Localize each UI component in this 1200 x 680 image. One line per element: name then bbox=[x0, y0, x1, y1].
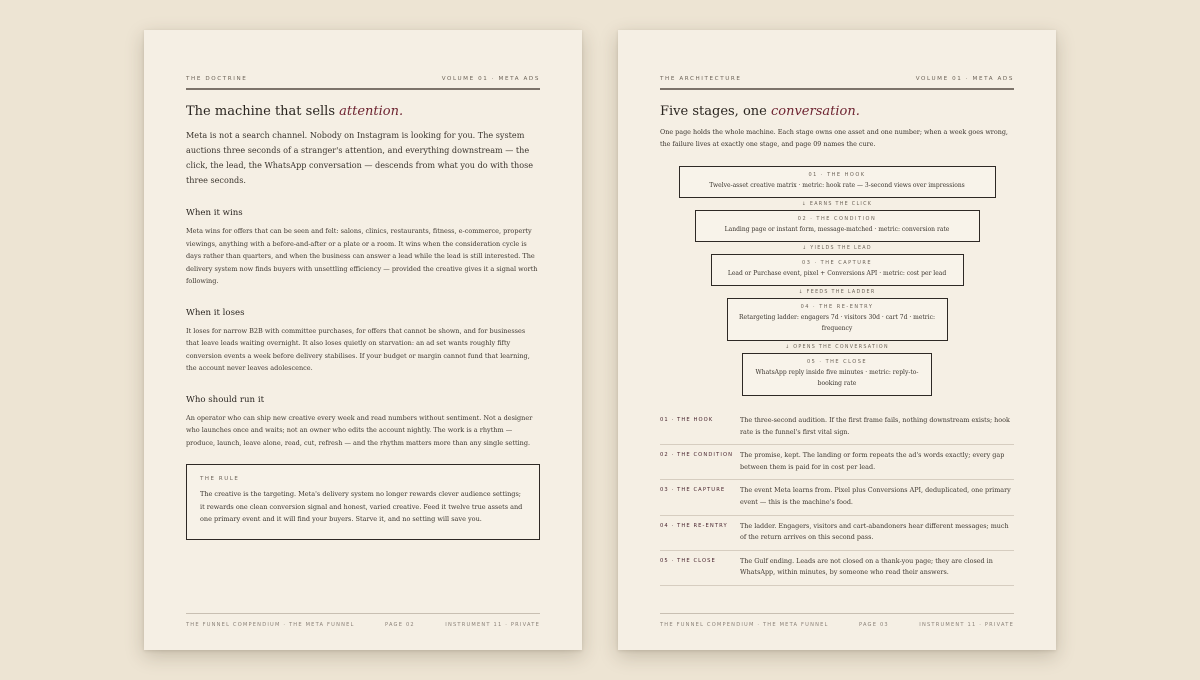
page-title: Five stages, one conversation. bbox=[660, 104, 860, 119]
stage-label: 01 · THE HOOK bbox=[808, 172, 866, 178]
page-number: PAGE 03 bbox=[859, 622, 889, 628]
section-heading: When it loses bbox=[186, 307, 245, 318]
funnel-connector: ↓ YIELDS THE LEAD bbox=[802, 246, 872, 251]
table-row bbox=[660, 445, 1014, 480]
stage-table bbox=[660, 410, 1014, 586]
stage-description: Retargeting ladder: engagers 7d · visitors 30d · cart 7d · metric: frequency bbox=[739, 314, 935, 332]
rule-label: THE RULE bbox=[200, 476, 240, 482]
page-footer bbox=[660, 613, 1014, 628]
row-text: The event Meta learns from. Pixel plus Conversions API, deduplicated, one primary event — this is the machine's food. bbox=[740, 486, 1011, 506]
footer-title: THE FUNNEL COMPENDIUM · THE META FUNNEL bbox=[186, 622, 355, 628]
row-label: 02 · THE CONDITION bbox=[660, 452, 734, 459]
stage-label: 05 · THE CLOSE bbox=[806, 359, 868, 365]
funnel-stage-hook bbox=[679, 166, 996, 198]
running-head bbox=[186, 76, 540, 90]
footer-instrument: INSTRUMENT 11 · PRIVATE bbox=[445, 622, 540, 628]
funnel-connector: ↓ OPENS THE CONVERSATION bbox=[785, 345, 889, 350]
row-text: The ladder. Engagers, visitors and cart-abandoners hear different messages; much of the return arrives on this second pass. bbox=[740, 521, 1009, 542]
stage-label: 02 · THE CONDITION bbox=[797, 216, 877, 222]
volume-label: VOLUME 01 · META ADS bbox=[915, 76, 1014, 82]
funnel-stage-capture bbox=[711, 254, 964, 286]
row-text: The three-second audition. If the first frame fails, nothing downstream exists; hook rate is the funnel's first vital sign. bbox=[740, 416, 1010, 436]
section-name: THE ARCHITECTURE bbox=[660, 76, 742, 82]
section-heading: Who should run it bbox=[186, 394, 265, 405]
rule-callout bbox=[186, 464, 540, 540]
footer-instrument: INSTRUMENT 11 · PRIVATE bbox=[919, 622, 1014, 628]
section-body: An operator who can ship new creative every week and read numbers without sentiment. Not a designer who launches once and waits; not an owner who edits the account nightly. The work is a rhythm — produce, launch, leave alone, read, cut, refresh — and the rhythm matters more than any single setting. bbox=[186, 413, 533, 447]
stage-label: 04 · THE RE-ENTRY bbox=[800, 304, 874, 310]
table-row bbox=[660, 480, 1014, 515]
funnel-connector: ↓ EARNS THE CLICK bbox=[801, 202, 873, 207]
page-number: PAGE 02 bbox=[385, 622, 415, 628]
section-body: It loses for narrow B2B with committee purchases, for offers that cannot be shown, and for businesses that leave leads waiting overnight. It also loses quietly on starvation: an ad set wants roughly fifty conversion events a week before delivery stabilises. If your budget or margin cannot fund that learning, the account never leaves adolescence. bbox=[186, 326, 530, 372]
row-label: 04 · THE RE-ENTRY bbox=[660, 522, 728, 529]
page-right bbox=[618, 30, 1056, 650]
section-heading: When it wins bbox=[186, 208, 243, 218]
section-name: THE DOCTRINE bbox=[186, 76, 248, 82]
funnel-diagram bbox=[660, 166, 1014, 396]
page-footer bbox=[186, 613, 540, 628]
running-head bbox=[660, 76, 1014, 90]
table-row bbox=[660, 410, 1014, 445]
footer-title: THE FUNNEL COMPENDIUM · THE META FUNNEL bbox=[660, 622, 829, 628]
rule-text: The creative is the targeting. Meta's delivery system no longer rewards clever audience settings; it rewards one clean conversion signal and honest, varied creative. Feed it twelve true assets and one primary event and it will find your buyers. Starve it, and no setting will save you. bbox=[200, 490, 523, 523]
row-label: 01 · THE HOOK bbox=[660, 417, 714, 423]
title-emphasis: conversation. bbox=[770, 104, 860, 119]
stage-description: Landing page or instant form, message-matched · metric: conversion rate bbox=[724, 226, 950, 233]
lead-paragraph: Meta is not a search channel. Nobody on Instagram is looking for you. The system auctions three seconds of a stranger's attention, and everything downstream — the click, the lead, the WhatsApp conversation — descends from what you do with those three seconds. bbox=[186, 130, 534, 185]
page-left bbox=[144, 30, 582, 650]
stage-label: 03 · THE CAPTURE bbox=[802, 260, 872, 266]
row-text: The Gulf ending. Leads are not closed on a thank-you page; they are closed in WhatsApp, within minutes, by someone who read their answers. bbox=[740, 556, 993, 577]
stage-description: Lead or Purchase event, pixel + Conversions API · metric: cost per lead bbox=[727, 270, 947, 277]
stage-description: WhatsApp reply inside five minutes · metric: reply-to-booking rate bbox=[755, 369, 919, 387]
section-body: Meta wins for offers that can be seen and felt: salons, clinics, restaurants, fitness, e-commerce, property viewings, anything with a before-and-after or a plate or a room. It wins when the consideration cycle is days rather than quarters, and when the business can answer a lead while the lead is still interested. The delivery system now finds buyers with unsettling efficiency — provided the creative gives it a signal worth following. bbox=[186, 227, 538, 285]
title-emphasis: attention. bbox=[339, 104, 404, 119]
lead-paragraph: One page holds the whole machine. Each stage owns one asset and one number; when a week goes wrong, the failure lives at exactly one stage, and page 09 names the cure. bbox=[660, 128, 1008, 148]
row-text: The promise, kept. The landing or form repeats the ad's words exactly; every gap between them is paid for in cost per lead. bbox=[740, 451, 1005, 471]
funnel-stage-condition bbox=[695, 210, 980, 242]
funnel-connector: ↓ FEEDS THE LADDER bbox=[798, 290, 876, 295]
table-row bbox=[660, 516, 1014, 551]
table-row bbox=[660, 551, 1014, 586]
funnel-stage-close bbox=[742, 353, 932, 396]
row-label: 03 · THE CAPTURE bbox=[660, 487, 726, 494]
funnel-stage-re-entry bbox=[727, 298, 948, 341]
volume-label: VOLUME 01 · META ADS bbox=[441, 76, 540, 82]
page-title: The machine that sells attention. bbox=[186, 104, 404, 119]
stage-description: Twelve-asset creative matrix · metric: hook rate — 3-second views over impressions bbox=[709, 182, 965, 189]
row-label: 05 · THE CLOSE bbox=[660, 557, 716, 564]
